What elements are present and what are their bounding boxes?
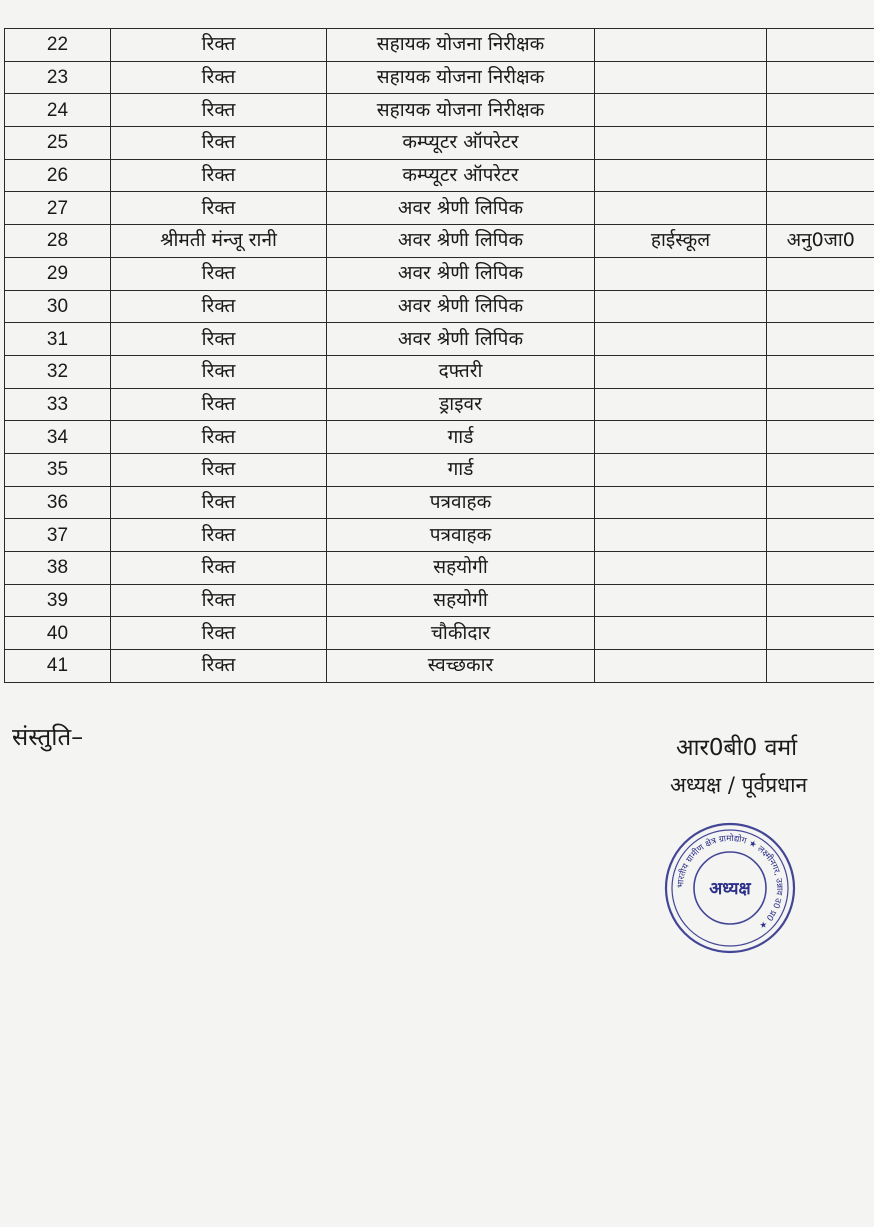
post-cell: अवर श्रेणी लिपिक <box>327 257 595 290</box>
name-cell: रिक्त <box>111 94 327 127</box>
category-cell <box>767 552 874 585</box>
category-cell <box>767 29 874 62</box>
table-row <box>5 355 874 388</box>
category-cell <box>767 323 874 356</box>
table-row <box>5 650 874 683</box>
table-row <box>5 290 874 323</box>
qualification-cell <box>595 486 767 519</box>
post-cell: स्वच्छकार <box>327 650 595 683</box>
qualification-cell <box>595 290 767 323</box>
post-cell: अवर श्रेणी लिपिक <box>327 290 595 323</box>
table-row <box>5 127 874 160</box>
qualification-cell <box>595 421 767 454</box>
category-cell <box>767 486 874 519</box>
name-cell: रिक्त <box>111 552 327 585</box>
signer-name: आर0बी0 वर्मा <box>676 735 798 761</box>
qualification-cell <box>595 29 767 62</box>
name-cell: रिक्त <box>111 323 327 356</box>
signer-title: अध्यक्ष / पूर्वप्रधान <box>670 773 808 797</box>
serial-number-cell: 36 <box>5 486 111 519</box>
serial-number-cell: 30 <box>5 290 111 323</box>
table-row <box>5 323 874 356</box>
post-cell: ड्राइवर <box>327 388 595 421</box>
post-cell: सहायक योजना निरीक्षक <box>327 61 595 94</box>
category-cell <box>767 257 874 290</box>
serial-number-cell: 29 <box>5 257 111 290</box>
post-cell: सहयोगी <box>327 584 595 617</box>
name-cell: रिक्त <box>111 650 327 683</box>
post-cell: कम्प्यूटर ऑपरेटर <box>327 159 595 192</box>
category-cell <box>767 617 874 650</box>
category-cell <box>767 94 874 127</box>
name-cell: रिक्त <box>111 192 327 225</box>
serial-number-cell: 35 <box>5 453 111 486</box>
qualification-cell: हाईस्कूल <box>595 225 767 258</box>
staff-table-body <box>5 29 874 683</box>
category-cell <box>767 159 874 192</box>
qualification-cell <box>595 617 767 650</box>
serial-number-cell: 34 <box>5 421 111 454</box>
qualification-cell <box>595 257 767 290</box>
table-row <box>5 584 874 617</box>
category-cell <box>767 421 874 454</box>
qualification-cell <box>595 388 767 421</box>
category-cell <box>767 453 874 486</box>
post-cell: अवर श्रेणी लिपिक <box>327 225 595 258</box>
qualification-cell <box>595 323 767 356</box>
post-cell: कम्प्यूटर ऑपरेटर <box>327 127 595 160</box>
qualification-cell <box>595 61 767 94</box>
staff-table <box>4 28 874 683</box>
category-cell <box>767 290 874 323</box>
post-cell: चौकीदार <box>327 617 595 650</box>
category-cell <box>767 388 874 421</box>
serial-number-cell: 25 <box>5 127 111 160</box>
serial-number-cell: 22 <box>5 29 111 62</box>
serial-number-cell: 28 <box>5 225 111 258</box>
name-cell: रिक्त <box>111 421 327 454</box>
table-row <box>5 421 874 454</box>
table-row <box>5 486 874 519</box>
serial-number-cell: 37 <box>5 519 111 552</box>
name-cell: रिक्त <box>111 617 327 650</box>
table-row <box>5 61 874 94</box>
name-cell: रिक्त <box>111 159 327 192</box>
table-row <box>5 257 874 290</box>
table-row <box>5 519 874 552</box>
category-cell <box>767 519 874 552</box>
recommendation-label: संस्तुति– <box>12 723 84 751</box>
category-cell <box>767 192 874 225</box>
official-seal <box>660 818 800 958</box>
name-cell: रिक्त <box>111 290 327 323</box>
post-cell: दफ्तरी <box>327 355 595 388</box>
table-row <box>5 192 874 225</box>
table-row <box>5 159 874 192</box>
category-cell: अनु0जा0 <box>767 225 874 258</box>
name-cell: रिक्त <box>111 584 327 617</box>
qualification-cell <box>595 650 767 683</box>
seal-ring-text: भारतीय ग्रामीण क्षेत्र ग्रामोद्योग ★ लक्ष्मीनगर, उन्नाव उ0 प्र0 ★ <box>675 833 785 931</box>
serial-number-cell: 24 <box>5 94 111 127</box>
qualification-cell <box>595 453 767 486</box>
table-row <box>5 225 874 258</box>
serial-number-cell: 27 <box>5 192 111 225</box>
name-cell: रिक्त <box>111 388 327 421</box>
name-cell: श्रीमती मंन्जू रानी <box>111 225 327 258</box>
serial-number-cell: 32 <box>5 355 111 388</box>
category-cell <box>767 355 874 388</box>
post-cell: सहायक योजना निरीक्षक <box>327 94 595 127</box>
serial-number-cell: 31 <box>5 323 111 356</box>
serial-number-cell: 40 <box>5 617 111 650</box>
seal-center-text: अध्यक्ष <box>709 879 751 899</box>
name-cell: रिक्त <box>111 519 327 552</box>
serial-number-cell: 39 <box>5 584 111 617</box>
name-cell: रिक्त <box>111 61 327 94</box>
qualification-cell <box>595 552 767 585</box>
qualification-cell <box>595 519 767 552</box>
post-cell: पत्रवाहक <box>327 486 595 519</box>
post-cell: सहायक योजना निरीक्षक <box>327 29 595 62</box>
name-cell: रिक्त <box>111 257 327 290</box>
name-cell: रिक्त <box>111 453 327 486</box>
serial-number-cell: 41 <box>5 650 111 683</box>
category-cell <box>767 61 874 94</box>
qualification-cell <box>595 584 767 617</box>
post-cell: पत्रवाहक <box>327 519 595 552</box>
table-row <box>5 453 874 486</box>
category-cell <box>767 584 874 617</box>
post-cell: अवर श्रेणी लिपिक <box>327 192 595 225</box>
serial-number-cell: 26 <box>5 159 111 192</box>
serial-number-cell: 38 <box>5 552 111 585</box>
post-cell: अवर श्रेणी लिपिक <box>327 323 595 356</box>
table-row <box>5 552 874 585</box>
serial-number-cell: 33 <box>5 388 111 421</box>
name-cell: रिक्त <box>111 486 327 519</box>
qualification-cell <box>595 159 767 192</box>
post-cell: गार्ड <box>327 421 595 454</box>
category-cell <box>767 127 874 160</box>
name-cell: रिक्त <box>111 127 327 160</box>
qualification-cell <box>595 94 767 127</box>
qualification-cell <box>595 127 767 160</box>
post-cell: गार्ड <box>327 453 595 486</box>
name-cell: रिक्त <box>111 29 327 62</box>
post-cell: सहयोगी <box>327 552 595 585</box>
category-cell <box>767 650 874 683</box>
table-row <box>5 388 874 421</box>
table-row <box>5 617 874 650</box>
serial-number-cell: 23 <box>5 61 111 94</box>
qualification-cell <box>595 355 767 388</box>
table-row <box>5 29 874 62</box>
table-row <box>5 94 874 127</box>
qualification-cell <box>595 192 767 225</box>
name-cell: रिक्त <box>111 355 327 388</box>
